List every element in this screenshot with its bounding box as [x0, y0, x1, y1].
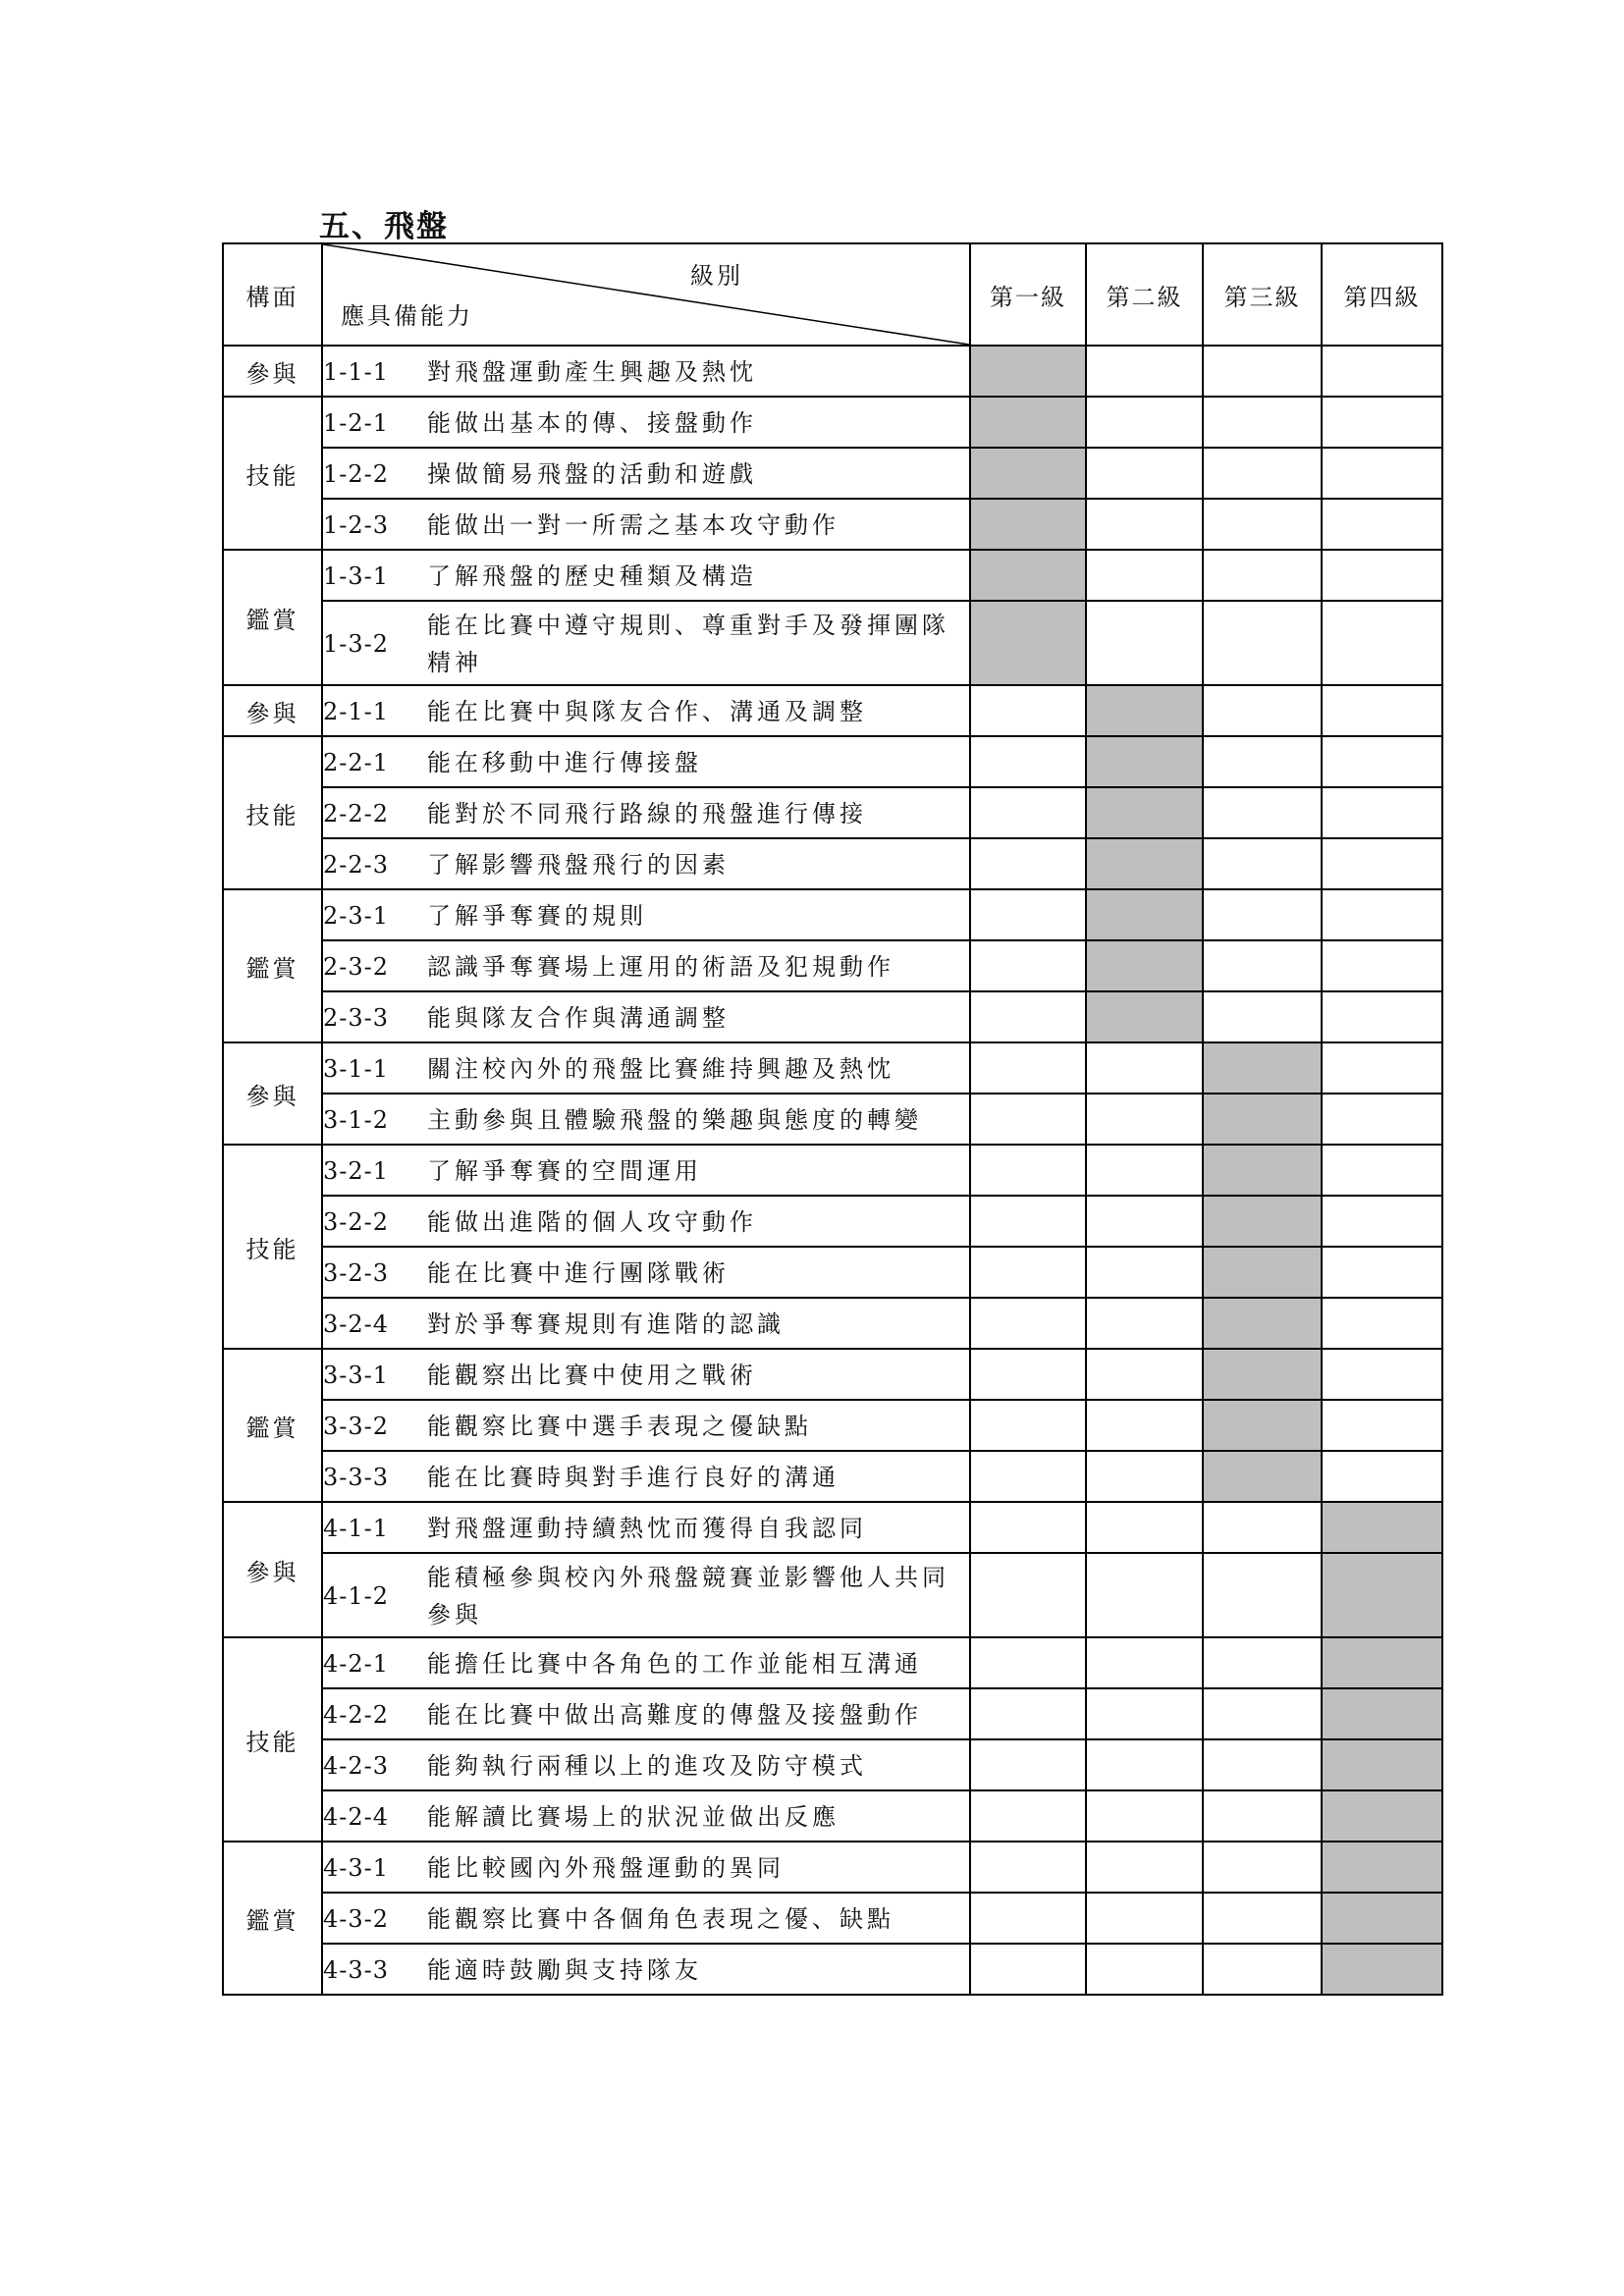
ability-row [223, 1042, 1442, 1094]
level-1-cell [970, 1298, 1086, 1349]
ability-cell [322, 1451, 970, 1502]
level-4-cell-shaded [1322, 1944, 1442, 1995]
level-3-cell [1203, 1502, 1322, 1553]
ability-row [223, 346, 1442, 397]
level-1-cell [970, 685, 1086, 736]
level-1-cell [970, 1553, 1086, 1637]
ability-code: 3-2-4 [323, 1310, 390, 1338]
level-2-cell-shaded [1086, 685, 1203, 736]
ability-text: 能對於不同飛行路線的飛盤進行傳接 [427, 800, 867, 828]
ability-row [223, 787, 1442, 838]
ability-cell [322, 838, 970, 889]
ability-row [223, 1842, 1442, 1893]
level-3-cell-shaded [1203, 1298, 1322, 1349]
level-2-cell [1086, 1094, 1203, 1145]
ability-cell [322, 1145, 970, 1196]
level-2-cell [1086, 1247, 1203, 1298]
level-3-cell [1203, 787, 1322, 838]
ability-code: 1-2-3 [323, 511, 390, 539]
ability-text: 了解爭奪賽的空間運用 [427, 1157, 702, 1185]
level-4-cell [1322, 1349, 1442, 1400]
level-4-cell-shaded [1322, 1688, 1442, 1739]
level-3-cell-shaded [1203, 1349, 1322, 1400]
ability-text: 能在比賽中進行團隊戰術 [427, 1259, 730, 1287]
ability-code: 1-3-1 [323, 562, 390, 590]
ability-cell [322, 1553, 970, 1637]
ability-code: 2-3-1 [323, 902, 390, 930]
dimension-cell: 技能 [223, 736, 322, 889]
ability-text: 能做出基本的傳、接盤動作 [427, 409, 757, 437]
level-1-cell-shaded [970, 601, 1086, 685]
ability-cell [322, 601, 970, 685]
ability-text: 對飛盤運動產生興趣及熱忱 [427, 358, 757, 386]
level-2-cell-shaded [1086, 787, 1203, 838]
level-4-cell [1322, 448, 1442, 499]
dimension-header: 構面 [223, 243, 322, 346]
ability-text: 能觀察比賽中選手表現之優缺點 [427, 1413, 812, 1440]
ability-cell [322, 736, 970, 787]
level-1-cell [970, 1944, 1086, 1995]
ability-code: 2-2-3 [323, 851, 390, 879]
ability-cell [322, 1298, 970, 1349]
dimension-cell: 技能 [223, 397, 322, 550]
ability-cell [322, 1400, 970, 1451]
ability-cell [322, 1739, 970, 1790]
ability-text: 主動參與且體驗飛盤的樂趣與態度的轉變 [427, 1106, 922, 1134]
grade-label: 級別 [690, 262, 743, 290]
section-title: 五、飛盤 [319, 209, 449, 244]
ability-text: 了解爭奪賽的規則 [427, 902, 647, 930]
ability-code: 1-1-1 [323, 358, 390, 386]
ability-row [223, 685, 1442, 736]
dimension-cell: 參與 [223, 685, 322, 736]
ability-text: 能夠執行兩種以上的進攻及防守模式 [427, 1752, 867, 1780]
header-row [223, 243, 1442, 346]
level-1-cell-shaded [970, 550, 1086, 601]
ability-row [223, 1944, 1442, 1995]
ability-code: 3-3-3 [323, 1464, 390, 1491]
dimension-cell: 技能 [223, 1637, 322, 1842]
ability-text: 能與隊友合作與溝通調整 [427, 1004, 730, 1032]
ability-row [223, 1349, 1442, 1400]
level-3-cell [1203, 940, 1322, 991]
ability-text: 能做出進階的個人攻守動作 [427, 1208, 757, 1236]
ability-code: 4-1-2 [323, 1582, 390, 1610]
level-1-cell [970, 838, 1086, 889]
ability-cell [322, 940, 970, 991]
ability-table-body [223, 243, 1442, 1995]
ability-cell [322, 346, 970, 397]
level-1-cell [970, 787, 1086, 838]
level-2-cell [1086, 397, 1203, 448]
ability-table [222, 242, 1443, 1996]
level-4-cell [1322, 1196, 1442, 1247]
level-2-cell [1086, 1298, 1203, 1349]
level-2-cell [1086, 1196, 1203, 1247]
ability-label: 應具備能力 [341, 302, 473, 330]
ability-cell [322, 1094, 970, 1145]
ability-text: 能比較國內外飛盤運動的異同 [427, 1854, 785, 1882]
level-2-cell-shaded [1086, 838, 1203, 889]
level-4-cell [1322, 1247, 1442, 1298]
ability-row [223, 601, 1442, 685]
level-3-cell [1203, 1739, 1322, 1790]
ability-text: 能在比賽中遵守規則、尊重對手及發揮團隊精神 [427, 612, 949, 676]
ability-row [223, 1893, 1442, 1944]
level-2-cell [1086, 1502, 1203, 1553]
ability-cell [322, 1502, 970, 1553]
ability-text: 能解讀比賽場上的狀況並做出反應 [427, 1803, 839, 1831]
level-2-cell [1086, 1553, 1203, 1637]
level-1-cell [970, 1451, 1086, 1502]
ability-code: 4-3-2 [323, 1905, 390, 1933]
level-4-cell-shaded [1322, 1739, 1442, 1790]
ability-cell [322, 1349, 970, 1400]
ability-code: 2-3-3 [323, 1004, 390, 1032]
level-4-cell [1322, 838, 1442, 889]
level-3-cell [1203, 346, 1322, 397]
ability-code: 3-2-3 [323, 1259, 390, 1287]
dimension-cell: 鑑賞 [223, 550, 322, 685]
level-1-cell [970, 1145, 1086, 1196]
ability-cell [322, 1688, 970, 1739]
level-4-cell [1322, 1451, 1442, 1502]
level-3-header: 第三級 [1203, 243, 1322, 346]
level-4-cell-shaded [1322, 1502, 1442, 1553]
ability-text: 對飛盤運動持續熱忱而獲得自我認同 [427, 1515, 867, 1542]
ability-text: 能在移動中進行傳接盤 [427, 749, 702, 776]
ability-text: 能在比賽時與對手進行良好的溝通 [427, 1464, 839, 1491]
ability-text: 關注校內外的飛盤比賽維持興趣及熱忱 [427, 1055, 894, 1083]
ability-cell [322, 991, 970, 1042]
level-2-cell [1086, 448, 1203, 499]
level-3-cell-shaded [1203, 1400, 1322, 1451]
level-3-cell [1203, 1944, 1322, 1995]
level-1-cell [970, 1688, 1086, 1739]
level-1-cell [970, 1042, 1086, 1094]
ability-code: 3-3-1 [323, 1362, 390, 1389]
level-1-cell [970, 1400, 1086, 1451]
ability-code: 4-3-1 [323, 1854, 390, 1882]
ability-row [223, 1637, 1442, 1688]
level-1-cell [970, 1247, 1086, 1298]
level-2-cell [1086, 1349, 1203, 1400]
ability-code: 4-2-1 [323, 1650, 390, 1678]
level-4-cell [1322, 787, 1442, 838]
ability-cell [322, 1790, 970, 1842]
level-1-cell [970, 1637, 1086, 1688]
dimension-cell: 參與 [223, 1042, 322, 1145]
level-4-cell [1322, 889, 1442, 940]
level-3-cell [1203, 1553, 1322, 1637]
ability-cell [322, 1637, 970, 1688]
ability-code: 2-2-1 [323, 749, 390, 776]
level-3-cell [1203, 1893, 1322, 1944]
level-1-cell [970, 1790, 1086, 1842]
ability-row [223, 1400, 1442, 1451]
level-1-cell-shaded [970, 346, 1086, 397]
level-4-cell [1322, 499, 1442, 550]
ability-code: 3-1-2 [323, 1106, 390, 1134]
level-1-header: 第一級 [970, 243, 1086, 346]
level-3-cell [1203, 601, 1322, 685]
level-3-cell [1203, 1790, 1322, 1842]
level-2-cell-shaded [1086, 991, 1203, 1042]
level-4-cell [1322, 1094, 1442, 1145]
level-3-cell [1203, 838, 1322, 889]
level-2-cell [1086, 346, 1203, 397]
level-2-cell [1086, 1842, 1203, 1893]
ability-row [223, 448, 1442, 499]
ability-text: 能適時鼓勵與支持隊友 [427, 1956, 702, 1984]
level-1-cell [970, 1842, 1086, 1893]
ability-code: 4-2-2 [323, 1701, 390, 1729]
ability-code: 1-2-1 [323, 409, 390, 437]
ability-cell [322, 1247, 970, 1298]
level-1-cell [970, 1196, 1086, 1247]
level-1-cell-shaded [970, 397, 1086, 448]
level-3-cell [1203, 1842, 1322, 1893]
ability-text: 能在比賽中做出高難度的傳盤及接盤動作 [427, 1701, 922, 1729]
level-3-cell [1203, 736, 1322, 787]
level-1-cell [970, 991, 1086, 1042]
level-1-cell [970, 1094, 1086, 1145]
level-2-cell [1086, 601, 1203, 685]
level-4-cell [1322, 397, 1442, 448]
level-2-cell [1086, 1042, 1203, 1094]
level-4-cell [1322, 550, 1442, 601]
level-4-header: 第四級 [1322, 243, 1442, 346]
ability-text: 能在比賽中與隊友合作、溝通及調整 [427, 698, 867, 725]
ability-cell [322, 1944, 970, 1995]
level-2-cell [1086, 1637, 1203, 1688]
level-2-cell-shaded [1086, 736, 1203, 787]
diagonal-header-cell [322, 243, 970, 346]
level-3-cell-shaded [1203, 1247, 1322, 1298]
level-4-cell-shaded [1322, 1553, 1442, 1637]
ability-text: 能擔任比賽中各角色的工作並能相互溝通 [427, 1650, 922, 1678]
ability-code: 4-1-1 [323, 1515, 390, 1542]
ability-code: 2-1-1 [323, 698, 390, 725]
level-1-cell-shaded [970, 499, 1086, 550]
level-3-cell [1203, 889, 1322, 940]
level-4-cell [1322, 346, 1442, 397]
level-4-cell-shaded [1322, 1790, 1442, 1842]
ability-code: 3-2-2 [323, 1208, 390, 1236]
level-4-cell [1322, 991, 1442, 1042]
level-2-cell [1086, 1739, 1203, 1790]
ability-row [223, 1247, 1442, 1298]
ability-cell [322, 499, 970, 550]
level-1-cell-shaded [970, 448, 1086, 499]
ability-row [223, 1094, 1442, 1145]
level-3-cell [1203, 991, 1322, 1042]
level-1-cell [970, 889, 1086, 940]
ability-row [223, 838, 1442, 889]
ability-row [223, 1739, 1442, 1790]
level-4-cell [1322, 1400, 1442, 1451]
level-4-cell-shaded [1322, 1842, 1442, 1893]
level-4-cell [1322, 1042, 1442, 1094]
ability-row [223, 1553, 1442, 1637]
ability-cell [322, 397, 970, 448]
ability-row [223, 550, 1442, 601]
ability-row [223, 1451, 1442, 1502]
ability-text: 認識爭奪賽場上運用的術語及犯規動作 [427, 953, 894, 981]
ability-code: 3-3-2 [323, 1413, 390, 1440]
level-4-cell [1322, 1298, 1442, 1349]
ability-cell [322, 787, 970, 838]
ability-cell [322, 1042, 970, 1094]
ability-row [223, 1145, 1442, 1196]
ability-cell [322, 1893, 970, 1944]
ability-code: 3-2-1 [323, 1157, 390, 1185]
dimension-cell: 參與 [223, 1502, 322, 1637]
dimension-cell: 技能 [223, 1145, 322, 1349]
level-3-cell-shaded [1203, 1196, 1322, 1247]
level-4-cell [1322, 685, 1442, 736]
level-1-cell [970, 736, 1086, 787]
level-2-cell-shaded [1086, 940, 1203, 991]
level-3-cell [1203, 1688, 1322, 1739]
ability-text: 能積極參與校內外飛盤競賽並影響他人共同參與 [427, 1564, 949, 1629]
level-2-cell [1086, 1451, 1203, 1502]
ability-row [223, 1502, 1442, 1553]
ability-text: 對於爭奪賽規則有進階的認識 [427, 1310, 785, 1338]
dimension-cell: 鑑賞 [223, 1349, 322, 1502]
level-3-cell [1203, 397, 1322, 448]
ability-cell [322, 550, 970, 601]
level-1-cell [970, 1739, 1086, 1790]
level-4-cell [1322, 601, 1442, 685]
level-4-cell [1322, 940, 1442, 991]
level-3-cell-shaded [1203, 1094, 1322, 1145]
ability-row [223, 736, 1442, 787]
ability-text: 了解飛盤的歷史種類及構造 [427, 562, 757, 590]
ability-code: 1-2-2 [323, 460, 390, 488]
level-1-cell [970, 1502, 1086, 1553]
ability-row [223, 940, 1442, 991]
ability-row [223, 1790, 1442, 1842]
ability-text: 能觀察比賽中各個角色表現之優、缺點 [427, 1905, 894, 1933]
ability-text: 能觀察出比賽中使用之戰術 [427, 1362, 757, 1389]
level-2-header: 第二級 [1086, 243, 1203, 346]
ability-code: 2-2-2 [323, 800, 390, 828]
ability-code: 2-3-2 [323, 953, 390, 981]
ability-text: 了解影響飛盤飛行的因素 [427, 851, 730, 879]
ability-code: 4-2-4 [323, 1803, 390, 1831]
level-3-cell [1203, 550, 1322, 601]
level-3-cell [1203, 1637, 1322, 1688]
level-2-cell-shaded [1086, 889, 1203, 940]
ability-row [223, 499, 1442, 550]
level-1-cell [970, 1893, 1086, 1944]
level-3-cell-shaded [1203, 1451, 1322, 1502]
level-2-cell [1086, 550, 1203, 601]
level-3-cell [1203, 499, 1322, 550]
level-2-cell [1086, 1790, 1203, 1842]
level-3-cell [1203, 685, 1322, 736]
ability-row [223, 889, 1442, 940]
ability-cell [322, 685, 970, 736]
level-4-cell [1322, 1145, 1442, 1196]
ability-row [223, 1196, 1442, 1247]
level-4-cell [1322, 736, 1442, 787]
level-3-cell-shaded [1203, 1145, 1322, 1196]
ability-cell [322, 448, 970, 499]
level-1-cell [970, 940, 1086, 991]
ability-row [223, 991, 1442, 1042]
level-2-cell [1086, 1893, 1203, 1944]
ability-cell [322, 1842, 970, 1893]
level-3-cell-shaded [1203, 1042, 1322, 1094]
dimension-cell: 鑑賞 [223, 1842, 322, 1995]
ability-row [223, 1298, 1442, 1349]
level-3-cell [1203, 448, 1322, 499]
level-1-cell [970, 1349, 1086, 1400]
ability-text: 操做簡易飛盤的活動和遊戲 [427, 460, 757, 488]
ability-cell [322, 889, 970, 940]
dimension-cell: 參與 [223, 346, 322, 397]
level-4-cell-shaded [1322, 1893, 1442, 1944]
level-4-cell-shaded [1322, 1637, 1442, 1688]
ability-code: 3-1-1 [323, 1055, 390, 1083]
dimension-cell: 鑑賞 [223, 889, 322, 1042]
level-2-cell [1086, 1400, 1203, 1451]
ability-code: 4-3-3 [323, 1956, 390, 1984]
level-2-cell [1086, 499, 1203, 550]
ability-text: 能做出一對一所需之基本攻守動作 [427, 511, 839, 539]
level-2-cell [1086, 1688, 1203, 1739]
level-2-cell [1086, 1145, 1203, 1196]
ability-cell [322, 1196, 970, 1247]
ability-code: 4-2-3 [323, 1752, 390, 1780]
ability-row [223, 1688, 1442, 1739]
ability-row [223, 397, 1442, 448]
level-2-cell [1086, 1944, 1203, 1995]
ability-code: 1-3-2 [323, 630, 390, 658]
